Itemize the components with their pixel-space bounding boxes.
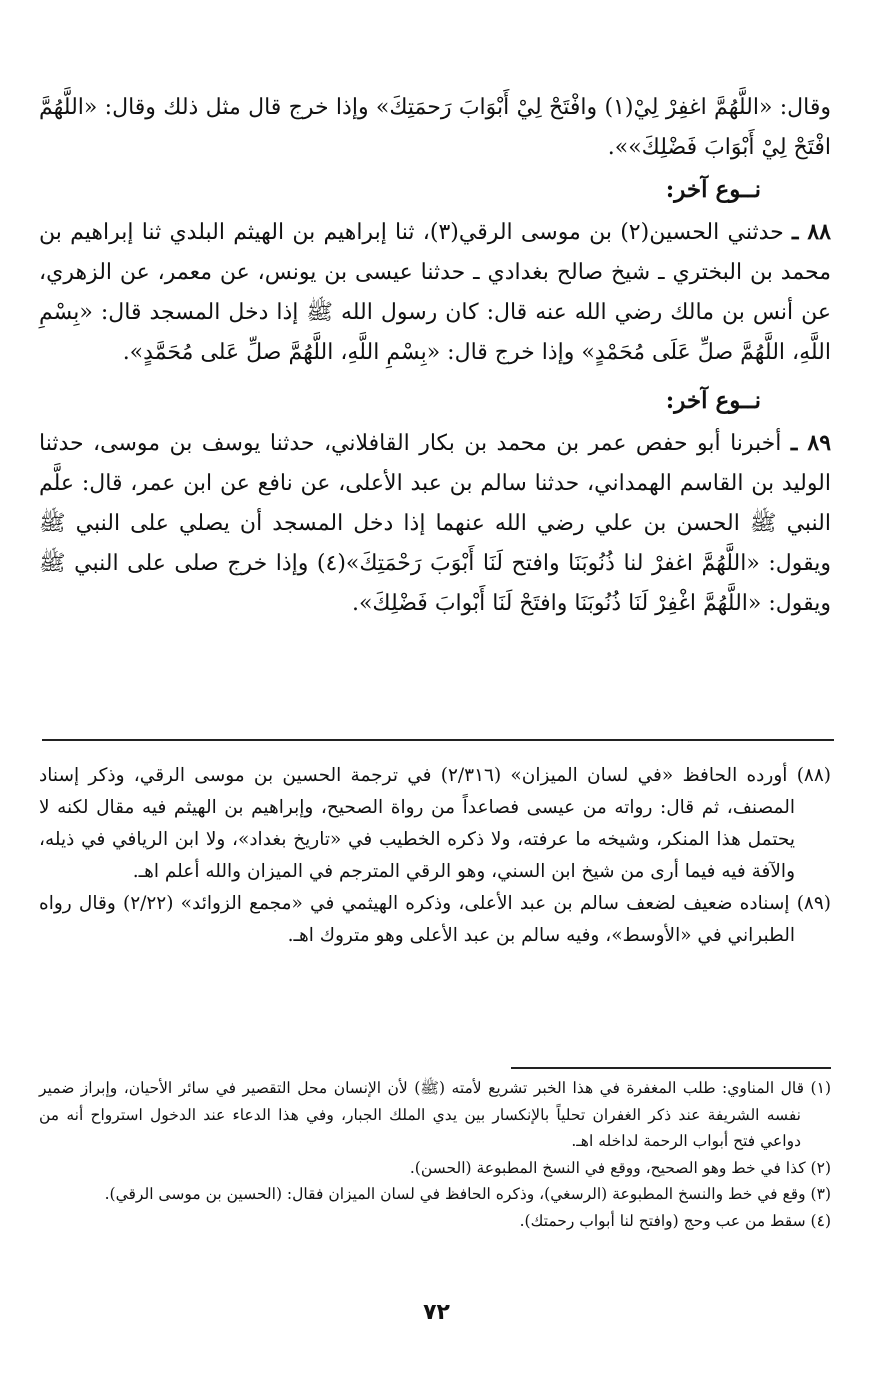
hadith-note bbox=[39, 760, 831, 888]
hadith-89-text: أخبرنا أبو حفص عمر بن محمد بن بكار القافلاني، حدثنا يوسف بن موسى، حدثنا الوليد بن القاسم الهمداني، حدثنا سالم بن عبد الأعلى، عن نافع عن ابن عمر، قال: علَّم النبي ﷺ الحسن بن علي رضي الله عنهما إذا دخل المسجد أن يصلي على النبي ﷺ ويقول: «اللَّهُمَّ اغفرْ لنا ذُنُوبَنَا وافتح لَنَا أَبْوَبَ رَحْمَتِكَ»(٤) وإذا خرج صلى على النبي ﷺ ويقول: «اللَّهُمَّ اغْفِرْ لَنَا ذُنُوبَنَا وافتَحْ لَنَا أَبْوابَ فَضْلِكَ». bbox=[39, 431, 831, 616]
notes-divider bbox=[42, 739, 834, 741]
hadith-88-text: حدثني الحسين(٢) بن موسى الرقي(٣)، ثنا إبراهيم بن الهيثم البلدي ثنا إبراهيم بن محمد بن البختري ـ شيخ صالح بغدادي ـ حدثنا عيسى بن يونس، عن معمر، عن الزهري، عن أنس بن مالك رضي الله عنه قال: كان رسول الله ﷺ إذا دخل المسجد قال: «بِسْمِ اللَّهِ، اللَّهُمَّ صلِّ عَلَى مُحَمْدٍ» وإذا خرج قال: «بِسْمِ اللَّهِ، اللَّهُمَّ صلِّ عَلى مُحَمَّدٍ». bbox=[39, 220, 831, 365]
footnote bbox=[39, 1208, 831, 1235]
footnote-label: (١) bbox=[810, 1079, 831, 1097]
footnotes-divider bbox=[511, 1067, 831, 1069]
footnote-label: (٢) bbox=[810, 1158, 831, 1177]
footnote-label: (٤) bbox=[810, 1211, 831, 1230]
hadith-89-number: ٨٩ ـ bbox=[790, 430, 832, 456]
hadith-notes bbox=[39, 760, 831, 952]
page-number: ٧٢ bbox=[423, 1300, 450, 1325]
hadith-note-text: أورده الحافظ «في لسان الميزان» (٢/٣١٦) في ترجمة الحسين بن موسى الرقي، وذكر إسناد المصنف، ثم قال: رواته من عيسى فصاعداً من رواة الصحيح، وإبراهيم بن الهيثم فيه مقال لكنه لا يحتمل هذا المنكر، وشيخه ما عرفته، ولا ذكره الخطيب في «تاريخ بغداد»، ولا ابن الريافي في ذيله، والآفة فيه فيما أرى من شيخ ابن السني، وهو الرقي المترجم في الميزان والله أعلم اهـ. bbox=[39, 765, 795, 882]
section-heading-2: نــوع آخر: bbox=[665, 387, 761, 414]
hadith-note-label: (٨٩) bbox=[796, 893, 831, 914]
footnote-text: كذا في خط وهو الصحيح، ووقع في النسخ المطبوعة (الحسن). bbox=[409, 1158, 806, 1177]
hadith-note-text: إسناده ضعيف لضعف سالم بن عبد الأعلى، وذكره الهيثمي في «مجمع الزوائد» (٢/٢٢) وقال رواه الطبراني في «الأوسط»، وفيه سالم بن عبد الأعلى وهو متروك اهـ. bbox=[39, 893, 795, 946]
footnote bbox=[39, 1155, 831, 1182]
footnote bbox=[39, 1181, 831, 1208]
intro-paragraph: وقال: «اللَّهُمَّ اغفِرْ لِيْ(١) وافْتَحْ لِيْ أَبْوَابَ رَحمَتِكَ» وإذا خرج قال مثل ذلك وقال: «اللَّهُمَّ افْتَحْ لِيْ أَبْوَابَ فَضْلِكَ»». bbox=[39, 95, 831, 160]
section-heading-1: نــوع آخر: bbox=[665, 176, 761, 203]
hadith-note bbox=[39, 888, 831, 952]
hadith-88-number: ٨٨ ـ bbox=[791, 219, 831, 245]
hadith-89-paragraph bbox=[39, 423, 831, 624]
footnote-text: وقع في خط والنسخ المطبوعة (الرسغي)، وذكره الحافظ في لسان الميزان فقال: (الحسين بن موسى الرقي). bbox=[104, 1185, 806, 1203]
hadith-88-paragraph bbox=[39, 212, 831, 373]
footnote-text: سقط من عب وحج (وافتح لنا أبواب رحمتك). bbox=[519, 1211, 806, 1230]
footnote-text: قال المناوي: طلب المغفرة في هذا الخبر تشريع لأمته (ﷺ) لأن الإنسان محل التقصير في سائر الأحيان، وإبراز ضمير نفسه الشريفة عند ذكر الغفران تحلياً بالإنكسار بين يدي الملك الجبار، وفي هذا الدعاء عند الدخول استرواح أنه من دواعي فتح أبواب الرحمة لداخله اهـ. bbox=[39, 1079, 805, 1150]
footnote-label: (٣) bbox=[810, 1185, 831, 1203]
main-text bbox=[39, 88, 831, 624]
footnote bbox=[39, 1075, 831, 1155]
footnotes bbox=[39, 1075, 831, 1234]
hadith-note-label: (٨٨) bbox=[796, 765, 831, 786]
